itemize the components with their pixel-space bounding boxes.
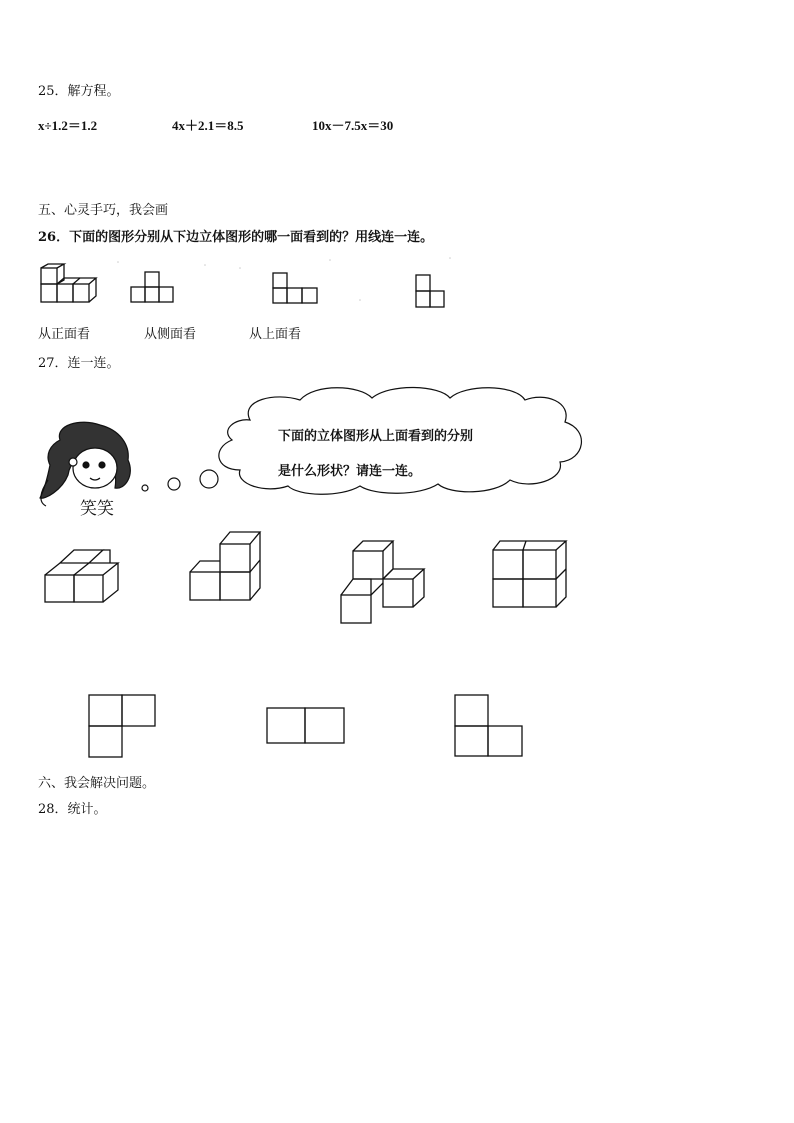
label-side-view: 从侧面看 [144,327,197,342]
q26-view-c [416,275,444,307]
label-front-view: 从正面看 [38,327,91,342]
q27-solid-3 [341,541,424,623]
character-name: 笑笑 [80,499,114,519]
q27-title: 27．连一连。 [38,356,120,371]
equation-1: x÷1.2＝1.2 [38,118,98,133]
q27-solid-4 [493,541,566,607]
q26-title: 26．下面的图形分别从下边立体图形的哪一面看到的？用线连一连。 [38,230,434,245]
q27-view-3 [455,695,522,756]
section5-title: 五、心灵手巧，我会画 [38,203,169,218]
q27-view-2 [267,708,344,743]
q27-solid-2 [190,532,260,600]
equation-2: 4x＋2.1＝8.5 [172,118,244,133]
equation-3: 10x－7.5x＝30 [312,118,394,133]
label-top-view: 从上面看 [249,327,302,342]
bubble-text-line2: 是什么形状？请连一连。 [278,464,422,479]
section6-title: 六、我会解决问题。 [38,776,156,791]
q26-view-a [131,272,173,302]
q27-view-1 [89,695,155,757]
bubble-text-line1: 下面的立体图形从上面看到的分别 [278,429,474,444]
q28-title: 28．统计。 [38,802,107,817]
q25-title: 25．解方程。 [38,84,120,99]
q27-solid-1 [45,550,118,602]
q26-view-b [273,273,317,303]
q26-solid-figure [41,264,96,302]
